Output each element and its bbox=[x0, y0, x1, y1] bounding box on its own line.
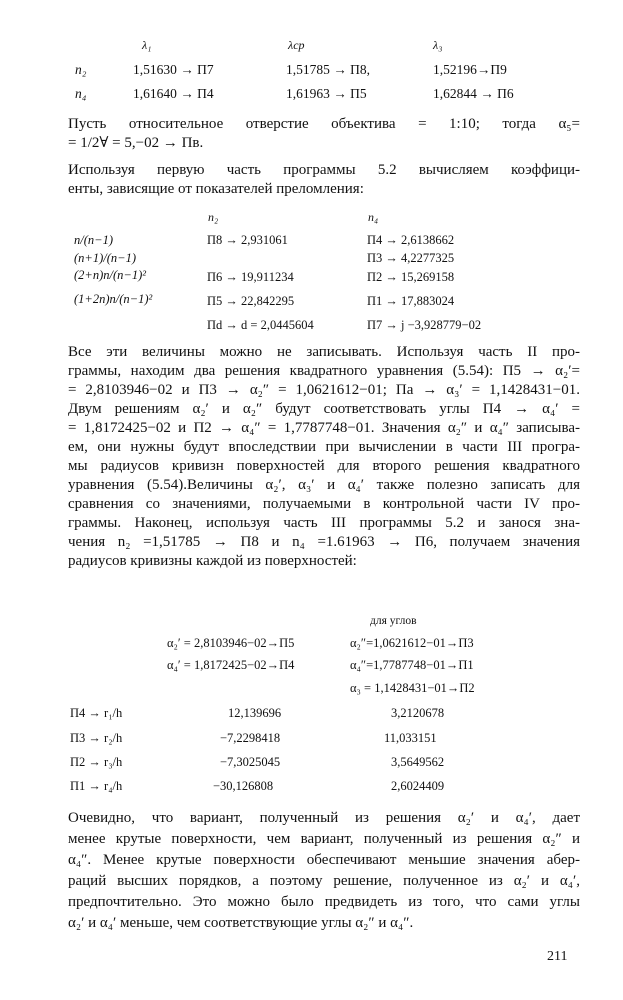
table2-row-label: (1+2n)n/(n−1)² bbox=[74, 292, 153, 306]
table3-angle: α₂′ = 2,8103946−02→П5 bbox=[167, 636, 295, 650]
table2-cell: П2 → 15,269158 bbox=[367, 270, 455, 284]
table1-cell: 1,62844 → П6 bbox=[433, 86, 514, 101]
table3-value: 2,6024409 bbox=[391, 779, 445, 793]
table1-cell: 1,51630 → П7 bbox=[133, 62, 214, 77]
table1-cell: 1,51785 → П8, bbox=[286, 62, 370, 77]
paragraph-line: Очевидно, что вариант, полученный из решения α₂′ и α₄′, дает bbox=[68, 810, 580, 826]
paragraph-line: ем, они нужны будут впоследствии при вычислении в части III програ- bbox=[68, 439, 580, 455]
paragraph-line: граммы. Наконец, используя часть III программы 5.2 и занося зна- bbox=[68, 515, 580, 531]
table1-header-lambda-cp: λср bbox=[288, 38, 305, 52]
paragraph-line: = 2,8103946−02 и П3 → α₂″ = 1,0621612−01; Па → α₃′ = 1,1428431−01. bbox=[68, 382, 580, 398]
table2-row-label: (2+n)n/(n−1)² bbox=[74, 268, 146, 282]
paragraph-line: α₄″. Менее крутые поверхности обеспечивают меньшие значения абер- bbox=[68, 852, 580, 868]
table2-header-n2: n₂ bbox=[208, 210, 219, 224]
table3-row-label: П4 → r₁/h bbox=[70, 706, 123, 720]
paragraph-line: α₂′ и α₄′ меньше, чем соответствующие углы α₂″ и α₄″. bbox=[68, 915, 414, 931]
table2-cell: П7 → j −3,928779−02 bbox=[367, 318, 482, 332]
table3-value: 3,2120678 bbox=[391, 706, 445, 720]
paragraph-2 bbox=[68, 161, 580, 199]
paragraph-line: сравнения со значениями, получаемыми в контрольной части IV про- bbox=[68, 496, 580, 512]
paragraph-line: граммы, находим два решения квадратного уравнения (5.54): П5 → α₂′= bbox=[68, 363, 580, 379]
table3-row-label: П1 → r₄/h bbox=[70, 779, 123, 793]
table1-header-lambda1: λ₁ bbox=[142, 38, 152, 52]
table1-row-label: n₄ bbox=[75, 86, 87, 101]
table3-value: −7,2298418 bbox=[220, 731, 281, 745]
paragraph-line: Пусть относительное отверстие объектива = 1:10; тогда α₅= bbox=[68, 116, 580, 132]
table2-row-label: n/(n−1) bbox=[74, 233, 113, 247]
paragraph-line: = 1/2∀ = 5,−02 → Пв. bbox=[68, 135, 204, 151]
paragraph-line: предпочтительно. Это можно было предвидеть из того, что сами углы bbox=[68, 894, 580, 910]
table3-row-label: П2 → r₃/h bbox=[70, 755, 123, 769]
paragraph-line: Используя первую часть программы 5.2 вычисляем коэффици- bbox=[68, 162, 580, 178]
table3-angle: α₄″=1,7787748−01→П1 bbox=[350, 658, 474, 672]
table3-value: 12,139696 bbox=[228, 706, 282, 720]
table2-cell: П6 → 19,911234 bbox=[207, 270, 294, 284]
table2-row-label: (n+1)/(n−1) bbox=[74, 251, 136, 265]
paragraph-1 bbox=[68, 115, 580, 153]
table1-cell: 1,61640 → П4 bbox=[133, 86, 214, 101]
table3-row-label: П3 → r₂/h bbox=[70, 731, 123, 745]
paragraph-line: менее крутые поверхности, чем вариант, полученный из решения α₂″ и bbox=[68, 831, 580, 847]
table3-value: −30,126808 bbox=[213, 779, 274, 793]
paragraph-line: чения n₂ =1,51785 → П8 и n₄ =1.61963 → П6, получаем значения bbox=[68, 534, 580, 550]
paragraph-line: енты, зависящие от показателей преломления: bbox=[68, 181, 364, 197]
table2-cell: П3 → 4,2277325 bbox=[367, 251, 455, 265]
paragraph-line: = 1,8172425−02 и П2 → α₄″ = 1,7787748−01. Значения α₂″ и α₄″ записыва- bbox=[68, 420, 580, 436]
table2-cell: П4 → 2,6138662 bbox=[367, 233, 455, 247]
table3-angle: α₄′ = 1,8172425−02→П4 bbox=[167, 658, 295, 672]
table2-cell: П5 → 22,842295 bbox=[207, 294, 295, 308]
paragraph-line: Все эти величины можно не записывать. Используя часть II про- bbox=[68, 344, 580, 360]
table1-header-lambda3: λ₃ bbox=[433, 38, 443, 52]
paragraph-line: Двум решениям α₂′ и α₂″ будут соответствовать углы П4 → α₄′ = bbox=[68, 401, 580, 417]
table3-value: 3,5649562 bbox=[391, 755, 445, 769]
table3-angle: α₂″=1,0621612−01→П3 bbox=[350, 636, 474, 650]
paragraph-line: уравнения (5.54).Величины α₂′, α₃′ и α₄′ также полезно записать для bbox=[68, 477, 580, 493]
paragraph-4 bbox=[68, 808, 580, 934]
table2-header-n4: n₄ bbox=[368, 210, 379, 224]
table1-row-label: n₂ bbox=[75, 62, 87, 77]
table1-cell: 1,52196→П9 bbox=[433, 62, 507, 77]
paragraph-line: мы радиусов кривизн поверхностей для второго решения квадратного bbox=[68, 458, 580, 474]
table1-cell: 1,61963 → П5 bbox=[286, 86, 367, 101]
table2-cell: Пd → d = 2,0445604 bbox=[207, 318, 314, 332]
table3-angle: α₃ = 1,1428431−01→П2 bbox=[350, 681, 475, 695]
page-number: 211 bbox=[547, 949, 568, 964]
paragraph-3 bbox=[68, 343, 580, 571]
table3-caption: для углов bbox=[370, 615, 417, 627]
table3-value: 11,033151 bbox=[384, 731, 437, 745]
table2-cell: П1 → 17,883024 bbox=[367, 294, 455, 308]
paragraph-line: раций высших порядков, а поэтому решение, полученное из α₂′ и α₄′, bbox=[68, 873, 580, 889]
paragraph-line: радиусов кривизны каждой из поверхностей: bbox=[68, 553, 357, 569]
table2-cell: П8 → 2,931061 bbox=[207, 233, 288, 247]
table3-value: −7,3025045 bbox=[220, 755, 281, 769]
